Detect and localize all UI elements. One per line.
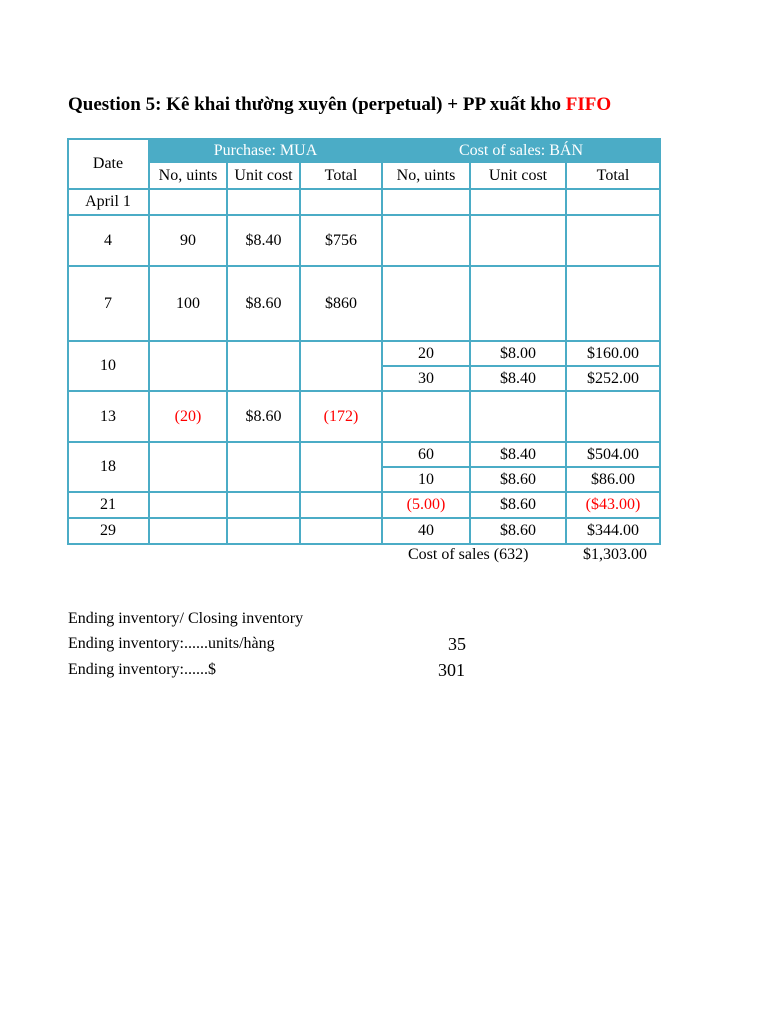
title-text: Question 5: Kê khai thường xuyên (perpetual) + PP xuất kho — [68, 94, 566, 115]
purchase-header: Purchase: MUA — [149, 138, 382, 163]
purchase-cost-cell — [227, 189, 300, 215]
sale-cost-cell: $8.60 — [500, 470, 536, 488]
column-header: Unit cost — [234, 167, 293, 184]
purchase-units-cell: 90 — [180, 231, 196, 249]
title-highlight: FIFO — [565, 94, 612, 115]
row-divider — [67, 491, 660, 493]
sale-units-cell: 20 — [418, 344, 434, 362]
purchase-total-cell — [300, 492, 382, 518]
ending-units-value: 35 — [448, 634, 466, 654]
cost-of-sales-header: Cost of sales: BÁN — [382, 138, 660, 163]
purchase-total-cell — [300, 341, 382, 391]
column-header: Unit cost — [488, 167, 548, 184]
purchase-units-cell — [149, 518, 227, 544]
cost-of-sales-label: Cost of sales (632) — [408, 546, 529, 563]
ending-dollars-label: Ending inventory:......$ — [68, 661, 216, 678]
purchase-units-cell: 100 — [176, 294, 200, 312]
purchase-units-cell — [149, 341, 227, 391]
date-cell: 7 — [104, 294, 112, 312]
row-divider — [67, 188, 660, 190]
sale-units-cell: (5.00) — [406, 496, 446, 513]
purchase-cost-cell: $8.60 — [245, 407, 282, 425]
cost-of-sales-total: $1,303.00 — [583, 546, 647, 563]
row-divider — [67, 340, 660, 342]
column-header: No, uints — [158, 167, 218, 184]
purchase-units-cell — [149, 189, 227, 215]
ending-dollars-value: 301 — [438, 660, 465, 680]
date-header: Date — [92, 154, 124, 172]
sale-total-cell: $160.00 — [587, 344, 639, 362]
sub-row-divider — [382, 466, 660, 468]
sale-total-cell: $504.00 — [587, 445, 639, 463]
row-divider — [67, 265, 660, 267]
date-cell: April 1 — [85, 193, 131, 210]
col-divider — [299, 163, 301, 544]
sale-total-cell: ($43.00) — [585, 496, 641, 513]
purchase-total-cell: (172) — [323, 407, 359, 425]
sale-units-cell: 40 — [418, 522, 434, 539]
purchase-units-cell — [149, 442, 227, 492]
column-header: No, uints — [396, 167, 456, 184]
row-divider — [67, 390, 660, 392]
sale-cost-cell: $8.00 — [500, 344, 536, 362]
ending-units-label: Ending inventory:......units/hàng — [68, 635, 275, 652]
date-cell: 18 — [100, 458, 116, 475]
col-divider — [469, 163, 471, 544]
sale-total-cell: $252.00 — [587, 369, 639, 387]
purchase-units-cell: (20) — [174, 407, 202, 425]
purchase-total-cell: $860 — [325, 294, 357, 312]
sale-cost-cell: $8.40 — [500, 369, 536, 387]
row-divider — [67, 441, 660, 443]
date-cell: 10 — [100, 357, 116, 374]
sale-total-cell: $86.00 — [591, 470, 635, 488]
date-cell: 29 — [100, 522, 116, 539]
purchase-cost-cell — [227, 518, 300, 544]
purchase-cost-cell — [227, 492, 300, 518]
date-cell: 4 — [104, 231, 112, 249]
sale-units-cell: 10 — [418, 470, 434, 488]
purchase-total-cell — [300, 442, 382, 492]
border-top — [67, 138, 661, 140]
sale-units-cell: 30 — [418, 369, 434, 387]
purchase-total-cell — [300, 189, 382, 215]
sale-units-cell: 60 — [418, 445, 434, 463]
purchase-units-cell — [149, 492, 227, 518]
row-divider — [67, 214, 660, 216]
sub-row-divider — [382, 365, 660, 367]
purchase-cost-cell — [227, 442, 300, 492]
row-divider — [67, 517, 660, 519]
purchase-cost-cell: $8.60 — [245, 294, 282, 312]
sale-total-cell: $344.00 — [587, 522, 639, 539]
sale-cost-cell: $8.60 — [500, 522, 536, 539]
purchase-total-cell — [300, 518, 382, 544]
page-title — [68, 94, 611, 116]
purchase-total-cell: $756 — [325, 231, 357, 249]
border-bottom — [67, 543, 661, 545]
sale-cost-cell: $8.40 — [500, 445, 536, 463]
purchase-cost-cell — [227, 341, 300, 391]
column-header: Total — [596, 167, 630, 184]
col-divider — [565, 163, 567, 544]
col-divider — [226, 163, 228, 544]
date-cell: 21 — [100, 496, 116, 513]
sale-cost-cell: $8.60 — [500, 496, 536, 513]
ending-heading: Ending inventory/ Closing inventory — [68, 610, 304, 627]
date-cell: 13 — [100, 407, 116, 425]
purchase-cost-cell: $8.40 — [245, 231, 282, 249]
column-header: Total — [324, 167, 358, 184]
